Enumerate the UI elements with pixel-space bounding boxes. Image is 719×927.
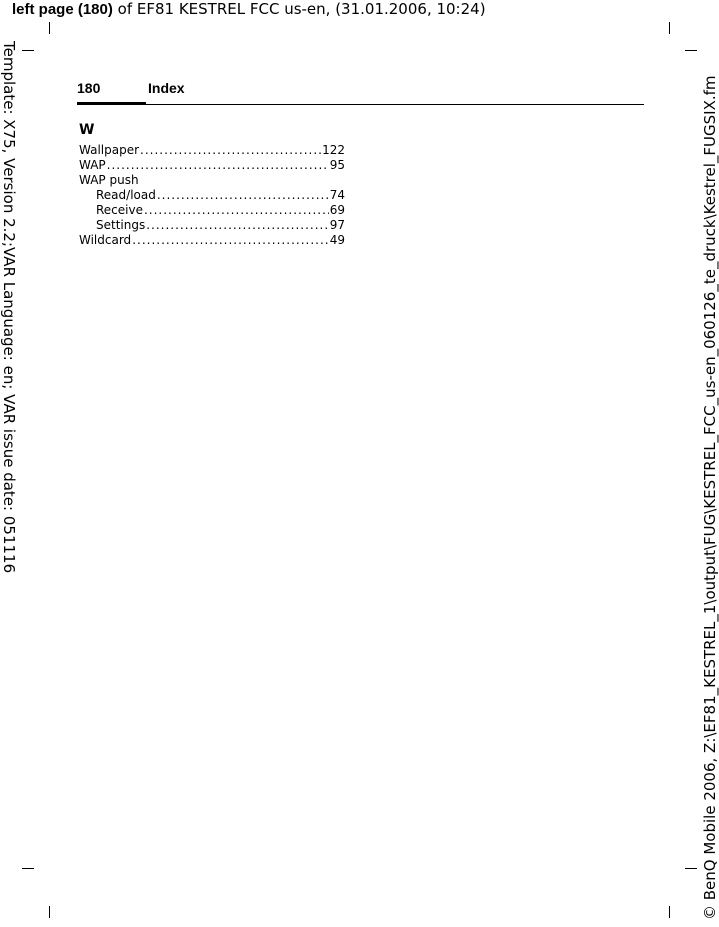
index-page: 122 xyxy=(322,143,345,157)
index-term: Receive xyxy=(96,203,143,217)
page-header xyxy=(77,78,644,106)
crop-mark xyxy=(49,22,50,34)
index-term: Read/load xyxy=(96,188,156,202)
index-term: WAP push xyxy=(79,173,139,187)
index-term: Settings xyxy=(96,218,146,232)
leader-dots xyxy=(146,218,329,233)
template-info-vertical xyxy=(0,41,18,681)
index-entry xyxy=(79,233,345,248)
index-entry xyxy=(79,143,345,158)
index-subentry xyxy=(79,218,345,233)
crop-mark xyxy=(22,868,34,869)
header-rule-accent xyxy=(77,102,146,105)
leader-dots xyxy=(132,233,329,248)
index-subentry xyxy=(79,188,345,203)
index-entry xyxy=(79,173,345,188)
index-page: 97 xyxy=(329,218,345,232)
index-page: 69 xyxy=(329,203,345,217)
print-header-text: of EF81 KESTREL FCC us-en, (31.01.2006, 10:24) xyxy=(112,0,486,18)
crop-mark xyxy=(669,906,670,918)
index-page: 49 xyxy=(329,233,345,247)
index-entry xyxy=(79,158,345,173)
index-page: 95 xyxy=(329,158,345,172)
crop-mark xyxy=(685,50,697,51)
template-info-text: Template: X75, Version 2.2;VAR Language: en; VAR issue date: 051116 xyxy=(0,41,18,574)
copyright-path-text: © BenQ Mobile 2006, Z:\EF81_KESTREL_1\output\FUG\KESTREL_FCC_us-en_060126_te_druck\Kestrel_FUGSIX.fm xyxy=(701,75,719,920)
page-number: 180 xyxy=(77,80,101,96)
leader-dots xyxy=(144,203,329,218)
section-title: Index xyxy=(148,80,185,96)
index-letter: W xyxy=(79,122,95,138)
leader-dots xyxy=(140,143,321,158)
header-rule xyxy=(77,104,644,105)
crop-mark xyxy=(685,868,697,869)
index-list xyxy=(79,121,345,248)
index-subentry xyxy=(79,203,345,218)
leader-dots xyxy=(107,158,329,173)
leader-dots xyxy=(157,188,329,203)
crop-mark xyxy=(669,22,670,34)
index-term: Wildcard xyxy=(79,233,132,247)
index-page: 74 xyxy=(329,188,345,202)
index-term: WAP xyxy=(79,158,106,172)
print-header-page-label: left page (180) xyxy=(12,1,113,18)
crop-mark xyxy=(49,906,50,918)
copyright-path-vertical xyxy=(701,75,719,920)
print-header xyxy=(12,0,486,19)
index-term: Wallpaper xyxy=(79,143,140,157)
crop-mark xyxy=(22,50,34,51)
